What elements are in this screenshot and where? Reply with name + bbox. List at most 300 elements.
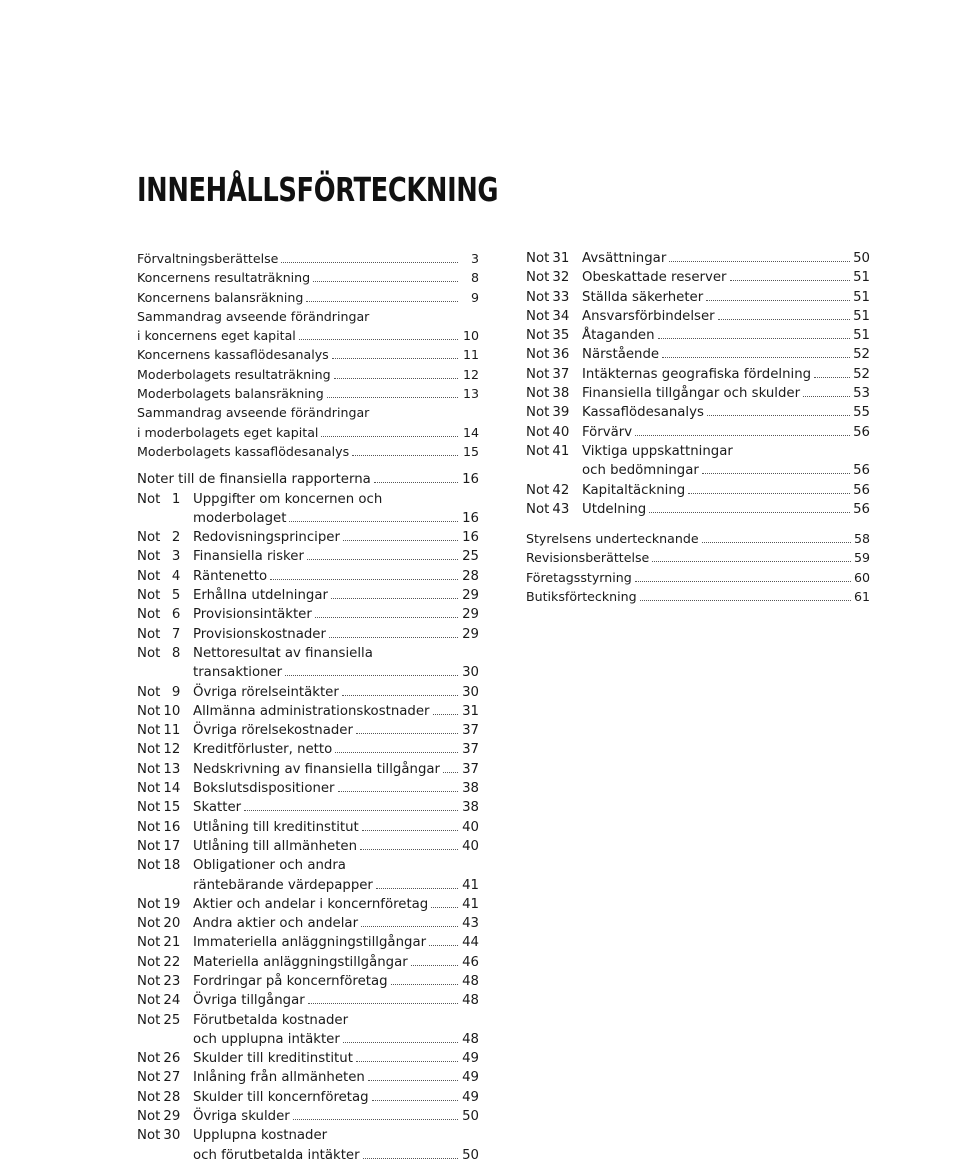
- note-number: [137, 1011, 193, 1050]
- toc-entry-note-33[interactable]: [526, 288, 870, 307]
- toc-entry-line: [193, 1011, 479, 1030]
- note-index: 23: [163, 973, 181, 989]
- note-prefix: Not: [526, 308, 550, 324]
- toc-entry-line: [193, 837, 479, 856]
- dot-leader: [635, 435, 850, 436]
- note-index: 28: [163, 1089, 181, 1105]
- toc-entry[interactable]: [137, 403, 479, 442]
- toc-entry[interactable]: [526, 587, 870, 606]
- toc-entry-label: moderbolaget: [193, 510, 287, 526]
- toc-entry-body: [193, 837, 479, 856]
- note-index: 32: [552, 270, 570, 286]
- dot-leader: [289, 521, 458, 522]
- note-prefix: Not: [137, 858, 161, 874]
- toc-entry-label: Revisionsberättelse: [526, 550, 650, 566]
- toc-entry-note-34[interactable]: [526, 307, 870, 326]
- toc-entry-body: [582, 423, 870, 442]
- toc-entry-page: 51: [853, 308, 870, 324]
- note-number: [137, 702, 193, 721]
- note-prefix: Not: [137, 954, 161, 970]
- toc-entry-page: 51: [853, 328, 870, 344]
- toc-entry-note-43[interactable]: [526, 500, 870, 519]
- toc-entry-line: [137, 423, 479, 442]
- toc-entry-note-42[interactable]: [526, 481, 870, 500]
- note-index: 37: [552, 366, 570, 382]
- toc-entry-line: [193, 895, 479, 914]
- toc-entry-line: [582, 403, 870, 422]
- toc-entry-note-1[interactable]: [137, 490, 479, 529]
- dot-leader: [707, 415, 850, 416]
- toc-entry-label: Övriga rörelseintäkter: [193, 684, 339, 700]
- toc-entry-line: [582, 268, 870, 287]
- toc-entry-body: [193, 856, 479, 895]
- dot-leader: [688, 493, 850, 494]
- toc-entry[interactable]: [526, 529, 870, 548]
- note-number: [137, 528, 193, 547]
- toc-entry-label: Sammandrag avseende förändringar: [137, 308, 370, 324]
- toc-entry-body: [193, 490, 479, 529]
- note-index: 27: [163, 1070, 181, 1086]
- note-prefix: Not: [137, 761, 161, 777]
- toc-entry-page: 29: [462, 626, 479, 642]
- toc-entry-note-36[interactable]: [526, 345, 870, 364]
- toc-entry-page: 15: [462, 443, 479, 459]
- page-title: INNEHÅLLSFÖRTECKNING: [137, 170, 499, 209]
- toc-entry-body: [193, 1068, 479, 1087]
- toc-entry-line: [193, 1126, 479, 1145]
- toc-entry-line: [137, 345, 479, 364]
- toc-entry-page: 13: [462, 386, 479, 402]
- note-index: 22: [163, 954, 181, 970]
- note-number: [137, 779, 193, 798]
- toc-reports-section: [137, 249, 479, 461]
- toc-entry-body: [193, 683, 479, 702]
- toc-entry-page: 37: [462, 761, 479, 777]
- toc-entry-line: [193, 1107, 479, 1126]
- toc-entry-line: [193, 1030, 479, 1049]
- dot-leader: [363, 1158, 458, 1159]
- toc-entry-page: 16: [462, 510, 479, 526]
- note-number: [137, 1049, 193, 1068]
- toc-entry-body: [193, 1011, 479, 1050]
- note-index: 6: [171, 607, 181, 623]
- note-index: 40: [552, 424, 570, 440]
- toc-entry[interactable]: [526, 548, 870, 567]
- note-index: 29: [163, 1109, 181, 1125]
- note-prefix: Not: [137, 838, 161, 854]
- note-index: 11: [163, 723, 181, 739]
- note-number: [137, 953, 193, 972]
- dot-leader: [662, 357, 850, 358]
- dot-leader: [335, 752, 458, 753]
- toc-entry-label: Allmänna administrationskostnader: [193, 703, 430, 719]
- toc-entry-body: [193, 740, 479, 759]
- dot-leader: [356, 1061, 458, 1062]
- toc-entry-label: Övriga rörelsekostnader: [193, 723, 353, 739]
- toc-entry-line: [193, 702, 479, 721]
- toc-entry-body: [137, 307, 479, 346]
- note-index: 3: [171, 549, 181, 565]
- toc-entry-line: [137, 249, 479, 268]
- toc-entry-note-14[interactable]: [137, 779, 479, 798]
- toc-entry-line: [193, 625, 479, 644]
- toc-entry[interactable]: [137, 307, 479, 346]
- toc-entry-body: [582, 326, 870, 345]
- toc-entry[interactable]: [137, 268, 479, 287]
- toc-entry[interactable]: [137, 288, 479, 307]
- toc-entry-label: Materiella anläggningstillgångar: [193, 954, 408, 970]
- toc-entry-note-31[interactable]: [526, 249, 870, 268]
- note-number: [137, 1068, 193, 1087]
- toc-entry-line: [193, 933, 479, 952]
- dot-leader: [391, 984, 458, 985]
- note-prefix: Not: [526, 347, 550, 363]
- note-index: 4: [171, 568, 181, 584]
- toc-entry-page: 56: [853, 463, 870, 479]
- toc-entry-line: [137, 288, 479, 307]
- toc-entry-body: [193, 547, 479, 566]
- dot-leader: [306, 301, 458, 302]
- note-prefix: Not: [137, 723, 161, 739]
- note-number: [526, 403, 582, 422]
- note-prefix: Not: [526, 386, 550, 402]
- note-number: [137, 991, 193, 1010]
- note-number: [526, 268, 582, 287]
- toc-entry-note-5[interactable]: [137, 586, 479, 605]
- dot-leader: [331, 598, 458, 599]
- note-number: [526, 365, 582, 384]
- toc-entry-page: 40: [462, 838, 479, 854]
- toc-entry-body: [582, 442, 870, 481]
- toc-entry-note-32[interactable]: [526, 268, 870, 287]
- toc-entry-note-24[interactable]: [137, 991, 479, 1010]
- note-prefix: Not: [137, 993, 161, 1009]
- toc-entry-line: [193, 528, 479, 547]
- toc-entry-note-13[interactable]: [137, 760, 479, 779]
- note-index: 26: [163, 1051, 181, 1067]
- toc-entry-page: 37: [462, 742, 479, 758]
- note-number: [137, 837, 193, 856]
- toc-entry-note-27[interactable]: [137, 1068, 479, 1087]
- toc-entry-body: [582, 307, 870, 326]
- note-number: [137, 586, 193, 605]
- dot-leader: [307, 559, 458, 560]
- toc-entry-page: 50: [853, 251, 870, 266]
- toc-entry-label: Redovisningsprinciper: [193, 530, 340, 546]
- note-prefix: Not: [137, 1109, 161, 1125]
- note-index: 17: [163, 838, 181, 854]
- note-number: [526, 249, 582, 268]
- toc-entry-note-28[interactable]: [137, 1088, 479, 1107]
- toc-entry-note-6[interactable]: [137, 605, 479, 624]
- toc-right-column: [526, 249, 870, 606]
- note-prefix: Not: [137, 626, 161, 642]
- toc-entry-line: [582, 423, 870, 442]
- toc-entry-page: 41: [462, 877, 479, 893]
- toc-entry-line: [526, 548, 870, 567]
- toc-entry-label: Kreditförluster, netto: [193, 742, 333, 758]
- toc-entry-note-41[interactable]: [526, 442, 870, 481]
- note-prefix: Not: [526, 405, 550, 421]
- toc-entry-line: [193, 818, 479, 837]
- toc-entry-line: [193, 991, 479, 1010]
- toc-entry-label: Intäkternas geografiska fördelning: [582, 366, 812, 382]
- toc-entry-note-39[interactable]: [526, 403, 870, 422]
- note-index: 41: [552, 443, 570, 459]
- toc-entry-page: 25: [462, 549, 479, 565]
- toc-notes-section-left: [137, 490, 479, 1165]
- toc-entry-body: [582, 403, 870, 422]
- toc-entry-label: Skulder till kreditinstitut: [193, 1051, 353, 1067]
- toc-entry-note-9[interactable]: [137, 683, 479, 702]
- toc-entry-note-3[interactable]: [137, 547, 479, 566]
- toc-entry-line: [137, 326, 479, 345]
- dot-leader: [334, 378, 458, 379]
- toc-entry-note-11[interactable]: [137, 721, 479, 740]
- toc-entry-label: Uppgifter om koncernen och: [193, 491, 383, 507]
- toc-entry-page: 41: [462, 896, 479, 912]
- note-number: [137, 798, 193, 817]
- toc-entry-body: [193, 625, 479, 644]
- toc-entry[interactable]: [137, 442, 479, 461]
- toc-entry-note-29[interactable]: [137, 1107, 479, 1126]
- note-number: [137, 683, 193, 702]
- toc-entry-note-4[interactable]: [137, 567, 479, 586]
- toc-entry-label: Förutbetalda kostnader: [193, 1012, 349, 1028]
- toc-entry-note-22[interactable]: [137, 953, 479, 972]
- toc-entry-label: Förvärv: [582, 424, 633, 440]
- toc-entry-body: [193, 567, 479, 586]
- toc-entry-line: [193, 914, 479, 933]
- toc-entry-label: Övriga tillgångar: [193, 993, 305, 1009]
- toc-entry-line: [193, 509, 479, 528]
- toc-entry-page: 51: [853, 289, 870, 305]
- toc-entry-note-21[interactable]: [137, 933, 479, 952]
- dot-leader: [332, 358, 458, 359]
- toc-entry-page: 49: [462, 1089, 479, 1105]
- toc-entry-body: [582, 384, 870, 403]
- toc-entry-page: 38: [462, 800, 479, 816]
- note-number: [526, 481, 582, 500]
- note-prefix: Not: [526, 270, 550, 286]
- toc-entry-body: [193, 702, 479, 721]
- dot-leader: [321, 436, 458, 437]
- note-prefix: Not: [137, 1070, 161, 1086]
- toc-entry-label: Finansiella tillgångar och skulder: [582, 386, 801, 402]
- toc-entry-body: [193, 798, 479, 817]
- dot-leader: [730, 280, 851, 281]
- note-number: [526, 423, 582, 442]
- toc-entry-body: [582, 288, 870, 307]
- toc-entry[interactable]: [526, 568, 870, 587]
- note-index: 30: [163, 1128, 181, 1144]
- toc-entry-notes-heading[interactable]: [137, 470, 479, 489]
- toc-entry-body: [137, 288, 479, 307]
- note-prefix: Not: [526, 501, 550, 517]
- dot-leader: [433, 714, 459, 715]
- toc-entry-line: [137, 365, 479, 384]
- toc-entry-label: Obligationer och andra: [193, 858, 346, 874]
- dot-leader: [374, 482, 458, 483]
- toc-entry-page: 56: [853, 501, 870, 517]
- note-index: 39: [552, 405, 570, 421]
- note-prefix: Not: [526, 424, 550, 440]
- toc-entry-page: 52: [853, 366, 870, 382]
- dot-leader: [356, 733, 458, 734]
- toc-entry-page: 11: [462, 347, 479, 363]
- note-prefix: Not: [137, 684, 161, 700]
- note-prefix: Not: [137, 1089, 161, 1105]
- note-number: [137, 567, 193, 586]
- note-prefix: Not: [137, 607, 161, 623]
- dot-leader: [376, 888, 458, 889]
- toc-entry-page: 29: [462, 607, 479, 623]
- toc-entry-page: 16: [462, 530, 479, 546]
- toc-entry-line: [137, 307, 479, 326]
- toc-entry-page: 52: [853, 347, 870, 363]
- toc-entry-note-35[interactable]: [526, 326, 870, 345]
- toc-entry-label: Avsättningar: [582, 251, 667, 266]
- toc-entry-note-8[interactable]: [137, 644, 479, 683]
- toc-entry-page: 29: [462, 588, 479, 604]
- toc-entry-note-17[interactable]: [137, 837, 479, 856]
- toc-entry-label: räntebärande värdepapper: [193, 877, 373, 893]
- note-index: 38: [552, 386, 570, 402]
- note-prefix: Not: [526, 482, 550, 498]
- toc-entry-note-2[interactable]: [137, 528, 479, 547]
- toc-entry[interactable]: [137, 384, 479, 403]
- note-index: 10: [163, 703, 181, 719]
- toc-entry-note-15[interactable]: [137, 798, 479, 817]
- toc-entry-page: 10: [462, 328, 479, 344]
- note-index: 33: [552, 289, 570, 305]
- toc-entry-note-38[interactable]: [526, 384, 870, 403]
- toc-entry-line: [193, 490, 479, 509]
- toc-entry-note-18[interactable]: [137, 856, 479, 895]
- note-prefix: Not: [137, 742, 161, 758]
- toc-entry-note-20[interactable]: [137, 914, 479, 933]
- note-index: 18: [163, 858, 181, 874]
- toc-entry-page: 60: [853, 569, 870, 585]
- toc-entry-label: och bedömningar: [582, 463, 699, 479]
- toc-entry-line: [193, 605, 479, 624]
- dot-leader: [281, 262, 458, 263]
- toc-entry-note-25[interactable]: [137, 1011, 479, 1050]
- toc-entry-body: [526, 568, 870, 587]
- toc-entry-body: [582, 345, 870, 364]
- toc-entry-label: Nedskrivning av finansiella tillgångar: [193, 761, 440, 777]
- toc-entry-note-10[interactable]: [137, 702, 479, 721]
- note-prefix: Not: [137, 896, 161, 912]
- dot-leader: [669, 261, 850, 262]
- toc-entry-label: Ställda säkerheter: [582, 289, 704, 305]
- toc-entry-label: och förutbetalda intäkter: [193, 1147, 360, 1163]
- toc-entry-label: och upplupna intäkter: [193, 1031, 340, 1047]
- toc-entry-note-30[interactable]: [137, 1126, 479, 1165]
- toc-entry[interactable]: [137, 249, 479, 268]
- toc-entry-label: Upplupna kostnader: [193, 1128, 328, 1144]
- note-number: [137, 1126, 193, 1165]
- toc-entry-note-12[interactable]: [137, 740, 479, 759]
- dot-leader: [814, 377, 850, 378]
- toc-entry-note-23[interactable]: [137, 972, 479, 991]
- note-prefix: Not: [137, 568, 161, 584]
- toc-entry-page: 49: [462, 1051, 479, 1067]
- toc-entry-label: Moderbolagets resultaträkning: [137, 366, 331, 382]
- note-index: 36: [552, 347, 570, 363]
- toc-entry-line: [193, 547, 479, 566]
- toc-notes-heading-section: [137, 470, 479, 489]
- note-number: [137, 1107, 193, 1126]
- note-prefix: Not: [137, 935, 161, 951]
- note-index: 21: [163, 935, 181, 951]
- toc-entry-note-26[interactable]: [137, 1049, 479, 1068]
- toc-entry-label: Koncernens kassaflödesanalys: [137, 347, 329, 363]
- note-number: [137, 818, 193, 837]
- note-prefix: Not: [137, 800, 161, 816]
- toc-entry-body: [526, 529, 870, 548]
- toc-entry-page: 50: [462, 1147, 479, 1163]
- toc-entry-line: [193, 586, 479, 605]
- toc-entry-page: 61: [853, 589, 870, 605]
- toc-entry-line: [193, 856, 479, 875]
- toc-entry-label: Finansiella risker: [193, 549, 304, 565]
- toc-entry-label: Provisionsintäkter: [193, 607, 312, 623]
- toc-entry-line: [193, 779, 479, 798]
- dot-leader: [360, 849, 458, 850]
- toc-entry-note-16[interactable]: [137, 818, 479, 837]
- toc-entry-body: [582, 268, 870, 287]
- toc-entry[interactable]: [137, 345, 479, 364]
- toc-entry-line: [193, 567, 479, 586]
- dot-leader: [361, 926, 458, 927]
- toc-entry-note-37[interactable]: [526, 365, 870, 384]
- note-number: [137, 972, 193, 991]
- toc-entry-page: 3: [470, 251, 479, 266]
- toc-entry-page: 8: [470, 270, 479, 286]
- toc-entry-label: Moderbolagets kassaflödesanalys: [137, 443, 350, 459]
- note-number: [137, 490, 193, 529]
- note-number: [137, 605, 193, 624]
- note-prefix: Not: [526, 443, 550, 459]
- note-prefix: Not: [137, 491, 161, 507]
- toc-entry-note-19[interactable]: [137, 895, 479, 914]
- toc-entry-note-40[interactable]: [526, 423, 870, 442]
- toc-entry-line: [526, 529, 870, 548]
- toc-entry-line: [193, 663, 479, 682]
- toc-entry-line: [137, 403, 479, 422]
- toc-entry-page: 44: [462, 935, 479, 951]
- note-number: [137, 914, 193, 933]
- toc-entry-line: [526, 568, 870, 587]
- note-number: [137, 760, 193, 779]
- toc-entry-label: Skatter: [193, 800, 242, 816]
- note-index: 13: [163, 761, 181, 777]
- note-number: [526, 288, 582, 307]
- toc-entry-note-7[interactable]: [137, 625, 479, 644]
- note-index: 16: [163, 819, 181, 835]
- dot-leader: [443, 772, 458, 773]
- dot-leader: [315, 617, 458, 618]
- note-number: [526, 500, 582, 519]
- dot-leader: [431, 907, 458, 908]
- toc-entry-body: [137, 268, 479, 287]
- toc-entry-line: [582, 249, 870, 268]
- toc-entry-line: [137, 384, 479, 403]
- toc-entry-page: 38: [462, 781, 479, 797]
- toc-entry-label: Närstående: [582, 347, 660, 363]
- toc-entry[interactable]: [137, 365, 479, 384]
